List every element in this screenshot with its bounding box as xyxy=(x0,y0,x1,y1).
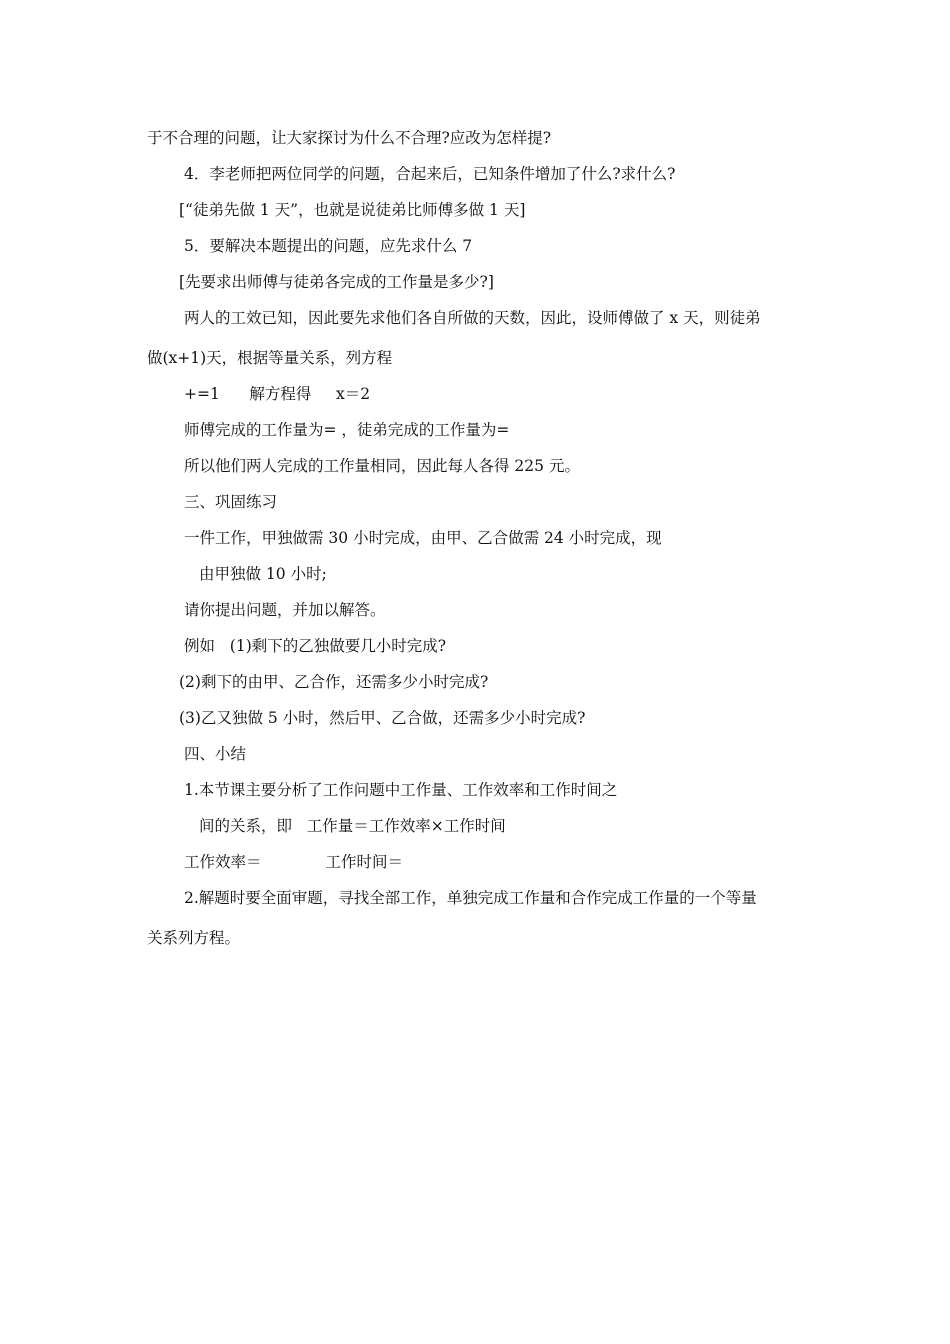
text-line: (3)乙又独做 5 小时，然后甲、乙合做，还需多少小时完成? xyxy=(179,709,586,727)
text-line: 师傅完成的工作量为= ，徒弟完成的工作量为= xyxy=(184,421,510,439)
text-line: 4．李老师把两位同学的问题，合起来后，已知条件增加了什么?求什么? xyxy=(184,165,676,183)
text-line: 例如 (1)剩下的乙独做要几小时完成? xyxy=(184,637,447,655)
section-heading: 四、小结 xyxy=(184,745,247,763)
text-line: 5．要解决本题提出的问题，应先求什么 7 xyxy=(184,237,473,255)
text-line: [“徒弟先做 1 天”，也就是说徒弟比师傅多做 1 天] xyxy=(179,201,526,219)
text-line: 由甲独做 10 小时; xyxy=(199,565,327,583)
text-line: 1.本节课主要分析了工作问题中工作量、工作效率和工作时间之 xyxy=(184,781,618,799)
equation-line: +=1 解方程得 x＝2 xyxy=(184,385,371,403)
text-line: (2)剩下的由甲、乙合作，还需多少小时完成? xyxy=(179,673,489,691)
text-line: 两人的工效已知，因此要先求他们各自所做的天数，因此，设师傅做了 x 天，则徒弟 xyxy=(184,309,761,327)
text-line: 间的关系，即 工作量＝工作效率×工作时间 xyxy=(199,817,506,835)
text-line: 所以他们两人完成的工作量相同，因此每人各得 225 元。 xyxy=(184,457,580,475)
text-line: 一件工作，甲独做需 30 小时完成，由甲、乙合做需 24 小时完成，现 xyxy=(184,529,662,547)
section-heading: 三、巩固练习 xyxy=(184,493,278,511)
text-line: 关系列方程。 xyxy=(147,929,241,947)
text-line: [先要求出师傅与徒弟各完成的工作量是多少?] xyxy=(179,273,494,291)
text-line: 做(x+1)天，根据等量关系，列方程 xyxy=(147,349,393,367)
formula-line: 工作效率＝ 工作时间＝ xyxy=(184,853,404,871)
text-line: 于不合理的问题，让大家探讨为什么不合理?应改为怎样提? xyxy=(147,129,552,147)
text-line: 2.解题时要全面审题，寻找全部工作，单独完成工作量和合作完成工作量的一个等量 xyxy=(184,889,757,907)
text-line: 请你提出问题，并加以解答。 xyxy=(184,601,386,619)
